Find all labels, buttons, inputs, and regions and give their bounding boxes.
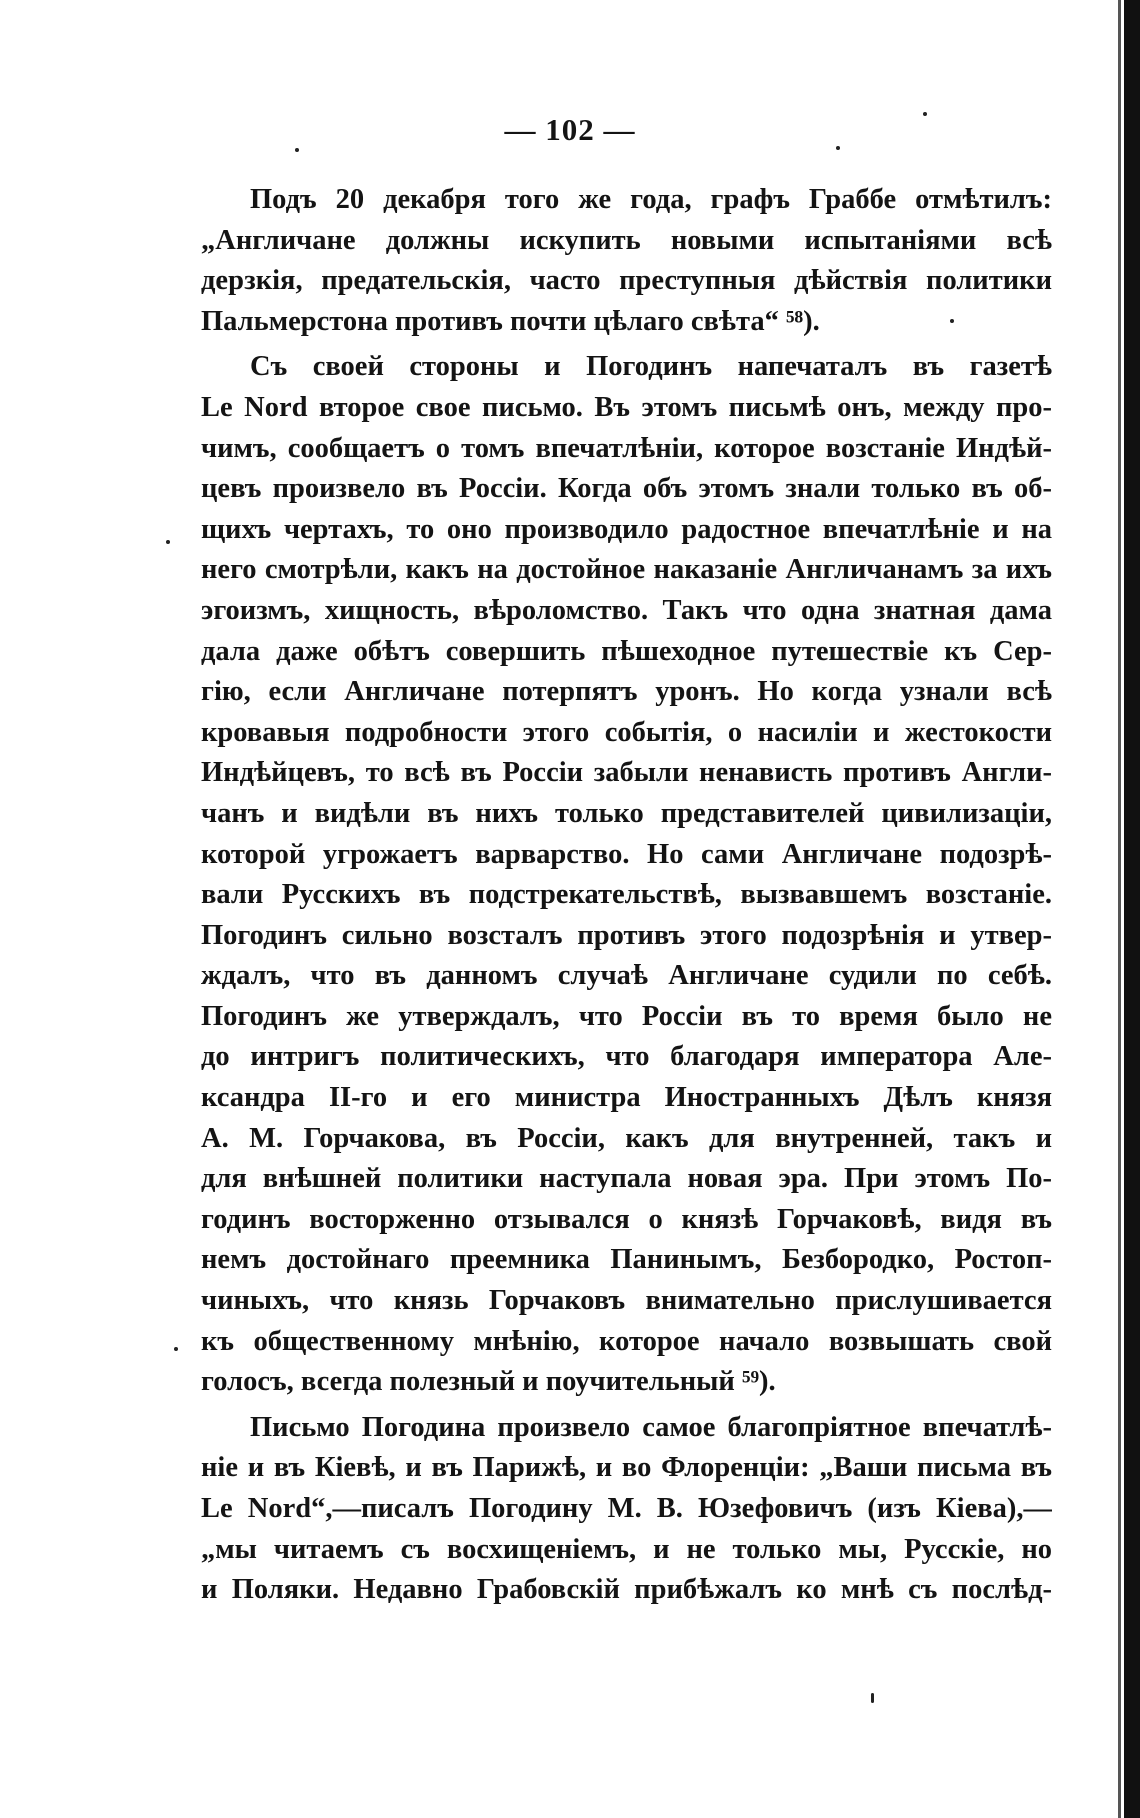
text-line: Le Nord“,—писалъ Погодину М. В. Юзефовичъ (изъ Кіева),— [201,1493,1052,1524]
text-line: эгоизмъ, хищность, вѣроломство. Такъ что одна знатная дама [201,594,1052,626]
text-line: Съ своей стороны и Погодинъ напечаталъ въ газетѣ [250,351,1052,383]
text-line: до интригъ политическихъ, что благодаря императора Але- [201,1041,1052,1073]
page-edge-border [1124,0,1140,1818]
text-line: Погодинъ сильно возсталъ противъ этого подозрѣнія и утвер- [201,919,1052,951]
print-speck [871,1693,874,1703]
text-line: А. М. Горчакова, въ Россіи, какъ для внутренней, такъ и [201,1122,1052,1154]
text-line: цевъ произвело въ Россіи. Когда объ этомъ знали только въ об- [201,473,1052,505]
text-line: „мы читаемъ съ восхищеніемъ, и не только мы, Русскіе, но [201,1533,1052,1565]
text-line: голосъ, всегда полезный и поучительный ⁵⁹). [201,1366,776,1398]
text-line: „Англичане должны искупить новыми испытаніями всѣ [201,224,1052,256]
text-line: вали Русскихъ въ подстрекательствѣ, вызвавшемъ возстаніе. [201,879,1052,911]
text-line: Индѣйцевъ, то всѣ въ Россіи забыли ненависть противъ Англи- [201,757,1052,789]
text-line: ждалъ, что въ данномъ случаѣ Англичане судили по себѣ. [201,960,1052,992]
text-line: чанъ и видѣли въ нихъ только представителей цивилизаціи, [201,797,1052,829]
print-speck [166,540,170,544]
text-line: Подъ 20 декабря того же года, графъ Граббе отмѣтилъ: [250,184,1052,215]
text-line: кровавыя подробности этого событія, о насиліи и жестокости [201,716,1052,748]
text-line: Пальмерстона противъ почти цѣлаго свѣта“ ⁵⁸). [201,305,820,337]
text-line: и Поляки. Недавно Грабовскій прибѣжалъ ко мнѣ съ послѣд- [201,1574,1052,1606]
body-text [201,180,1052,1611]
page-edge-shadow [1118,0,1121,1818]
text-line: него смотрѣли, какъ на достойное наказаніе Англичанамъ за ихъ [201,554,1052,586]
text-line: дала даже обѣтъ совершить пѣшеходное путешествіе къ Сер- [201,635,1052,667]
text-line: Письмо Погодина произвело самое благопріятное впечатлѣ- [250,1411,1052,1443]
text-line: годинъ восторженно отзывался о князѣ Горчаковѣ, видя въ [201,1203,1052,1235]
text-line: чиныхъ, что князь Горчаковъ внимательно прислушивается [201,1285,1052,1317]
text-line: дерзкія, предательскія, часто преступныя дѣйствія политики [201,265,1052,297]
text-line: къ общественному мнѣнію, которое начало возвышать свой [201,1325,1052,1357]
print-speck [295,148,299,152]
text-line: ксандра II-го и его министра Иностранныхъ Дѣлъ князя [201,1082,1052,1114]
text-line: Погодинъ же утверждалъ, что Россіи въ то время было не [201,1000,1052,1032]
text-line: ніе и въ Кіевѣ, и въ Парижѣ, и во Флоренціи: „Ваши письма въ [201,1452,1052,1484]
text-line: для внѣшней политики наступала новая эра. При этомъ По- [201,1163,1052,1195]
text-line: которой угрожаетъ варварство. Но сами Англичане подозрѣ- [201,838,1052,870]
text-line: щихъ чертахъ, то оно производило радостное впечатлѣніе и на [201,513,1052,545]
text-line: гію, если Англичане потерпятъ уронъ. Но когда узнали всѣ [201,676,1052,708]
text-line: Le Nord второе свое письмо. Въ этомъ письмѣ онъ, между про- [201,391,1052,423]
text-line: немъ достойнаго преемника Панинымъ, Безбородко, Ростоп- [201,1244,1052,1276]
print-speck [174,1347,178,1351]
text-line: чимъ, сообщаетъ о томъ впечатлѣніи, которое возстаніе Индѣй- [201,432,1052,464]
page-number: — 102 — [504,112,636,147]
